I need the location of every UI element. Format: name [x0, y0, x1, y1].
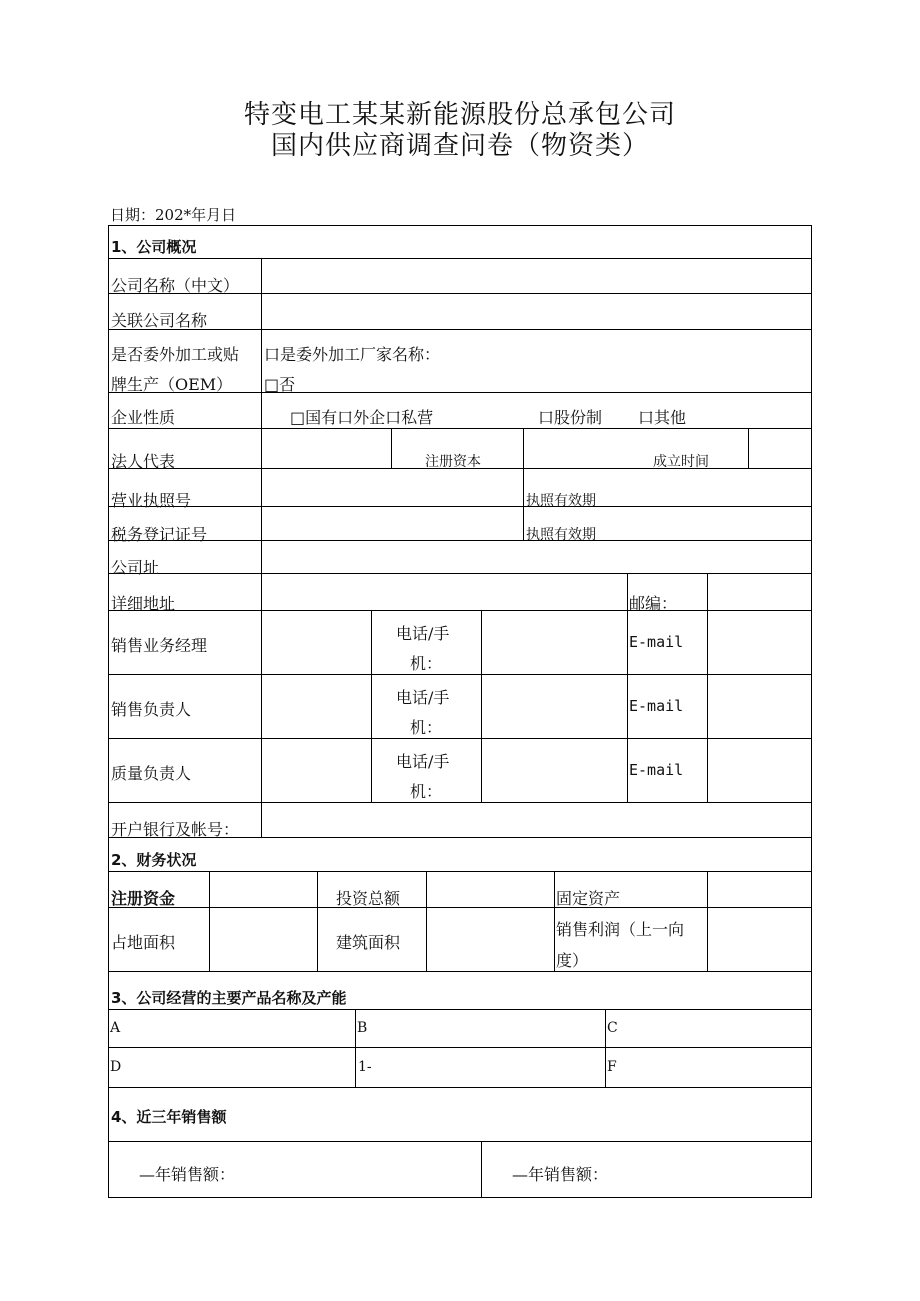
contact-phone-label-cell — [371, 611, 481, 674]
company-site-label: 公司址 — [111, 558, 160, 577]
enterprise-nature-label: 企业性质 — [111, 408, 176, 427]
finance-row-1 — [108, 872, 812, 908]
contact-row — [108, 739, 812, 803]
product-d-label: D — [110, 1059, 122, 1075]
contact-phone-field[interactable] — [481, 739, 627, 802]
contact-name-field[interactable] — [261, 739, 371, 802]
product-row-1 — [108, 1010, 812, 1048]
building-area-label: 建筑面积 — [336, 933, 401, 952]
contact-name-field[interactable] — [261, 611, 371, 674]
section2-title: 2、财务状况 — [111, 851, 197, 869]
section4-title: 4、近三年销售额 — [111, 1108, 227, 1126]
contact-email-field[interactable] — [707, 739, 811, 802]
land-area-field[interactable] — [209, 908, 317, 971]
related-company-label: 关联公司名称 — [111, 311, 208, 330]
product-c-label: C — [607, 1020, 618, 1036]
address-field[interactable] — [261, 574, 627, 610]
oem-label-line2: 牌生产（OEM） — [111, 375, 233, 394]
profit-label-line2: 度） — [556, 951, 589, 970]
reg-funds-field[interactable] — [209, 872, 317, 907]
legal-rep-label: 法人代表 — [111, 452, 176, 471]
oem-yes-checkbox[interactable]: 口是委外加工厂家名称： — [264, 345, 441, 364]
nature-option-other[interactable]: 口其他 — [638, 408, 687, 427]
section1-header-row — [108, 225, 812, 259]
land-area-label: 占地面积 — [111, 933, 176, 952]
section4-header-row — [108, 1088, 812, 1142]
phone-label-line2: 机： — [410, 654, 443, 673]
sales-left-label: —年销售额： — [139, 1165, 236, 1184]
company-name-label: 公司名称（中文） — [111, 276, 240, 295]
enterprise-nature-options — [261, 393, 811, 428]
postcode-field[interactable] — [707, 574, 811, 610]
bank-account-label: 开户银行及帐号： — [111, 820, 240, 839]
oem-no-checkbox[interactable]: □否 — [264, 375, 296, 394]
enterprise-nature-row — [108, 393, 812, 429]
contact-email-field[interactable] — [707, 675, 811, 738]
contact-email-field[interactable] — [707, 611, 811, 674]
business-license-field[interactable] — [261, 469, 523, 506]
nature-option-group1[interactable]: □国有口外企口私营 — [290, 408, 434, 427]
postcode-label: 邮编： — [629, 594, 678, 613]
product-c-cell[interactable] — [605, 1010, 811, 1047]
product-b-cell[interactable] — [355, 1010, 605, 1047]
contact-email-label-cell — [627, 739, 707, 802]
profit-label-cell — [554, 908, 707, 971]
section2-header-row — [108, 838, 812, 872]
fixed-assets-field[interactable] — [707, 872, 811, 907]
business-license-label: 营业执照号 — [111, 491, 192, 510]
oem-options-cell — [261, 330, 811, 392]
email-label: E-mail — [629, 697, 684, 715]
phone-label-line1: 电话/手 — [396, 752, 450, 771]
business-license-row — [108, 469, 812, 510]
company-name-row — [108, 259, 812, 294]
reg-funds-label: 注册资金 — [111, 889, 176, 908]
license-validity-cell[interactable] — [523, 469, 811, 509]
related-company-field[interactable] — [261, 294, 811, 329]
phone-label-line2: 机： — [410, 718, 443, 737]
bank-account-field[interactable] — [261, 803, 811, 837]
contact-role-label: 质量负责人 — [111, 764, 192, 783]
contact-role-label: 销售负责人 — [111, 700, 192, 719]
product-b-label: B — [357, 1020, 368, 1036]
product-f-label: F — [607, 1059, 617, 1075]
tax-registration-label: 税务登记证号 — [111, 525, 208, 544]
contact-email-label-cell — [627, 675, 707, 738]
contact-phone-label-cell — [371, 739, 481, 802]
contact-row — [108, 675, 812, 739]
date-label: 日期：202*年月日 — [110, 206, 237, 224]
phone-label-line1: 电话/手 — [396, 688, 450, 707]
fixed-assets-label-cell — [554, 872, 707, 907]
contact-row — [108, 611, 812, 675]
profit-field[interactable] — [707, 908, 811, 971]
company-name-field[interactable] — [261, 259, 811, 293]
survey-form-table — [108, 225, 812, 1198]
company-site-row — [108, 541, 812, 577]
related-company-row — [108, 294, 812, 330]
contact-phone-label-cell — [371, 675, 481, 738]
tax-validity-cell[interactable] — [523, 507, 811, 543]
oem-row — [108, 330, 812, 393]
total-investment-label-cell — [317, 872, 426, 907]
total-investment-field[interactable] — [426, 872, 554, 907]
section1-title: 1、公司概况 — [111, 238, 197, 256]
product-e-cell[interactable] — [355, 1048, 605, 1087]
oem-label-line1: 是否委外加工或贴 — [111, 345, 240, 364]
email-label: E-mail — [629, 633, 684, 651]
address-row — [108, 574, 812, 611]
product-a-label: A — [110, 1020, 121, 1036]
founded-field[interactable] — [748, 429, 811, 468]
contact-phone-field[interactable] — [481, 611, 627, 674]
phone-label-line2: 机： — [410, 782, 443, 801]
document-title-line1: 特变电工某某新能源股份总承包公司 — [243, 100, 676, 130]
building-area-field[interactable] — [426, 908, 554, 971]
founded-label: 成立时间 — [653, 454, 709, 470]
bank-account-row — [108, 803, 812, 838]
total-investment-label: 投资总额 — [336, 889, 401, 908]
address-label: 详细地址 — [111, 594, 176, 613]
email-label: E-mail — [629, 761, 684, 779]
section3-header-row — [108, 972, 812, 1010]
tax-registration-field[interactable] — [261, 507, 523, 540]
postcode-label-cell — [627, 574, 707, 613]
product-f-cell[interactable] — [605, 1048, 811, 1087]
reg-capital-label: 注册资本 — [425, 454, 481, 470]
tax-validity-label: 执照有效期 — [526, 527, 596, 543]
sales-right-cell[interactable] — [481, 1142, 811, 1197]
reg-capital-field[interactable] — [523, 429, 748, 468]
product-e-label: 1- — [358, 1059, 372, 1075]
contact-role-label: 销售业务经理 — [111, 636, 208, 655]
finance-row-2 — [108, 908, 812, 972]
building-area-label-cell — [317, 908, 426, 971]
contact-email-label-cell — [627, 611, 707, 674]
sales-right-label: —年销售额： — [512, 1165, 609, 1184]
nature-option-shareholding[interactable]: 口股份制 — [538, 408, 603, 427]
legal-rep-row — [108, 429, 812, 469]
phone-label-line1: 电话/手 — [396, 624, 450, 643]
license-validity-label: 执照有效期 — [526, 493, 596, 509]
section3-title: 3、公司经营的主要产品名称及产能 — [111, 989, 347, 1007]
contact-phone-field[interactable] — [481, 675, 627, 738]
sales-row — [108, 1142, 812, 1198]
reg-capital-label-cell — [391, 429, 523, 468]
fixed-assets-label: 固定资产 — [556, 889, 621, 908]
document-title-line2: 国内供应商调查问卷（物资类） — [270, 131, 649, 161]
contact-name-field[interactable] — [261, 675, 371, 738]
legal-rep-field[interactable] — [261, 429, 391, 468]
tax-registration-row — [108, 507, 812, 544]
product-row-2 — [108, 1048, 812, 1088]
company-site-field[interactable] — [261, 541, 811, 573]
profit-label-line1: 销售利润（上一向 — [556, 920, 685, 939]
